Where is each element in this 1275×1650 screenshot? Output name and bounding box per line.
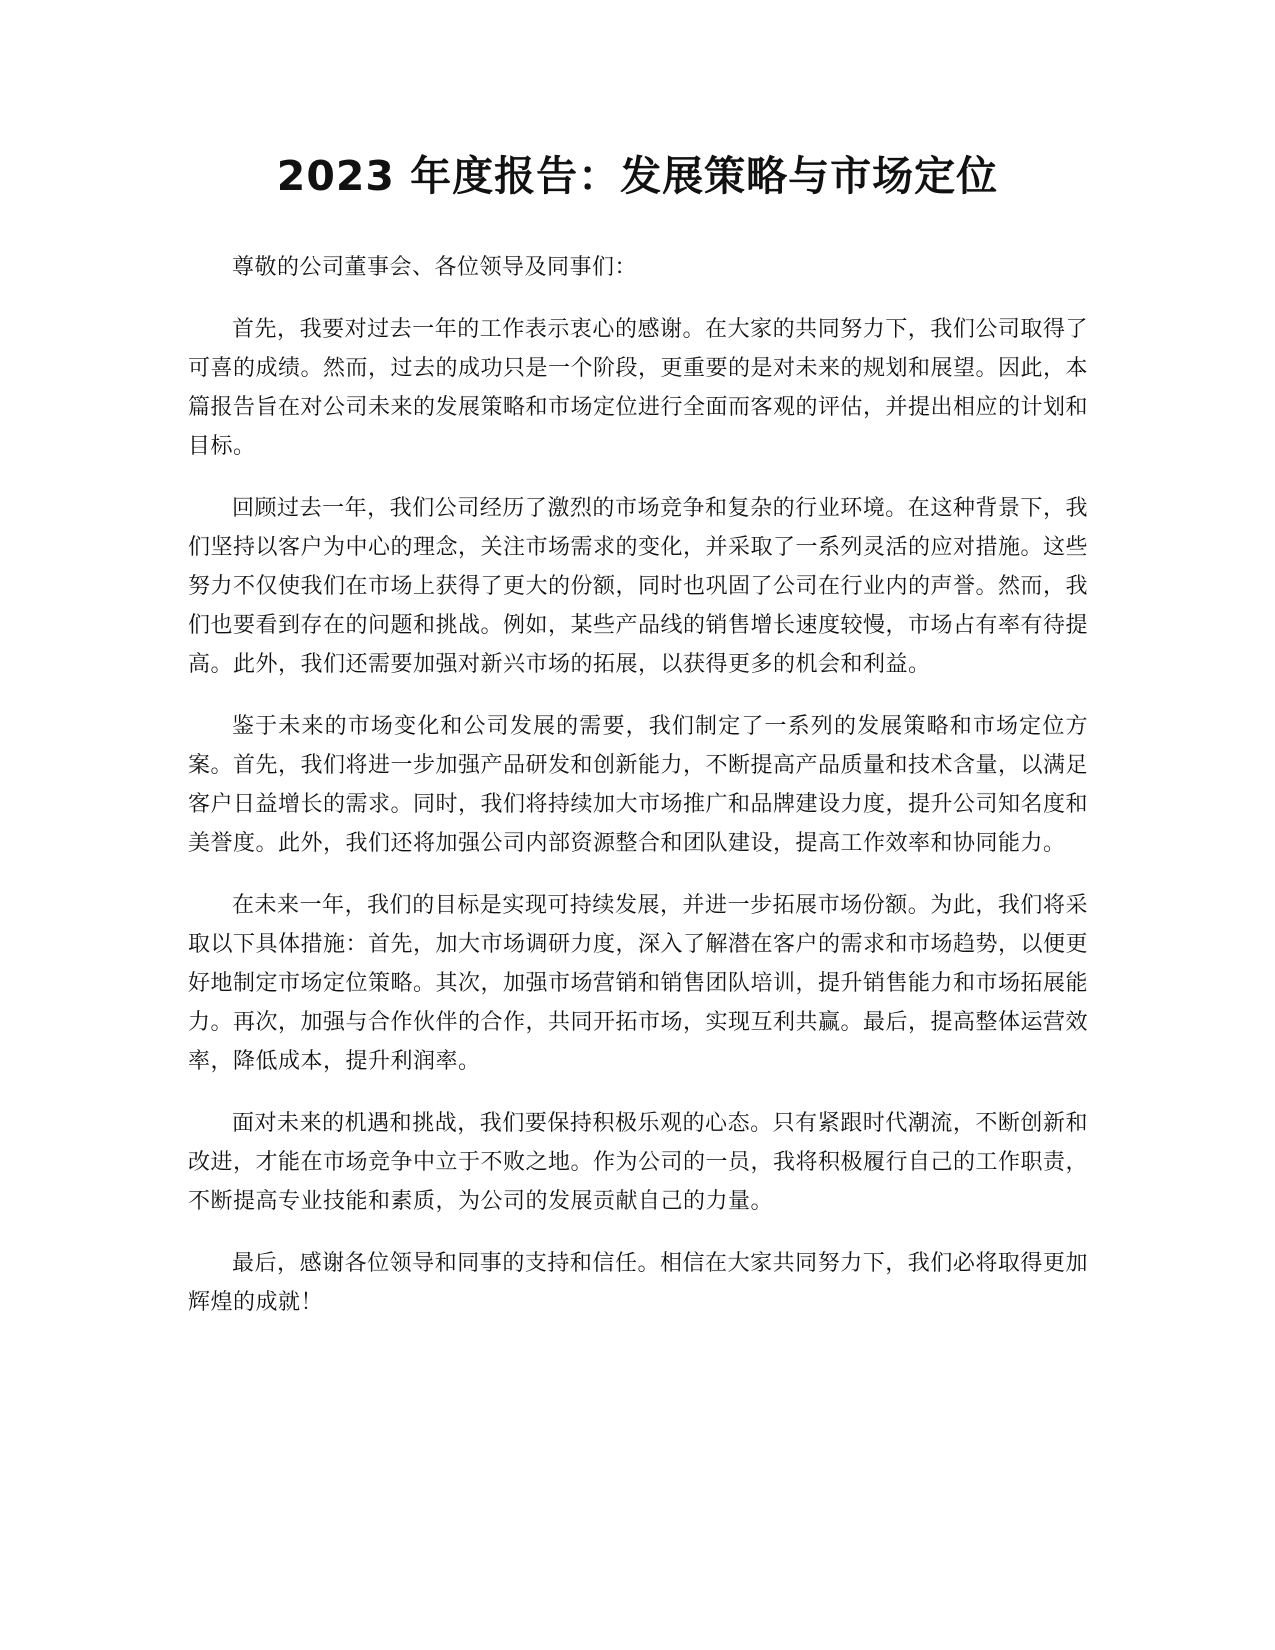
paragraph: 回顾过去一年，我们公司经历了激烈的市场竞争和复杂的行业环境。在这种背景下，我们坚持以客户为中心的理念，关注市场需求的变化，并采取了一系列灵活的应对措施。这些努力不仅使我们在市场上获得了更大的份额，同时也巩固了公司在行业内的声誉。然而，我们也要看到存在的问题和挑战。例如，某些产品线的销售增长速度较慢，市场占有率有待提高。此外，我们还需要加强对新兴市场的拓展，以获得更多的机会和利益。 xyxy=(188,496,1089,677)
page-title: 2023 年度报告：发展策略与市场定位 xyxy=(276,152,999,200)
paragraph: 面对未来的机遇和挑战，我们要保持积极乐观的心态。只有紧跟时代潮流，不断创新和改进，才能在市场竞争中立于不败之地。作为公司的一员，我将积极履行自己的工作职责，不断提高专业技能和素质，为公司的发展贡献自己的力量。 xyxy=(188,1111,1089,1214)
paragraph-salutation: 尊敬的公司董事会、各位领导及同事们： xyxy=(232,255,638,280)
document-body xyxy=(188,248,1088,1345)
paragraph: 在未来一年，我们的目标是实现可持续发展，并进一步拓展市场份额。为此，我们将采取以下具体措施：首先，加大市场调研力度，深入了解潜在客户的需求和市场趋势，以便更好地制定市场定位策略。其次，加强市场营销和销售团队培训，提升销售能力和市场拓展能力。再次，加强与合作伙伴的合作，共同开拓市场，实现互利共赢。最后，提高整体运营效率，降低成本，提升利润率。 xyxy=(188,893,1089,1074)
paragraph-closing: 最后，感谢各位领导和同事的支持和信任。相信在大家共同努力下，我们必将取得更加辉煌的成就！ xyxy=(188,1251,1088,1315)
paragraph: 首先，我要对过去一年的工作表示衷心的感谢。在大家的共同努力下，我们公司取得了可喜的成绩。然而，过去的成功只是一个阶段，更重要的是对未来的规划和展望。因此，本篇报告旨在对公司未来的发展策略和市场定位进行全面而客观的评估，并提出相应的计划和目标。 xyxy=(188,317,1089,459)
paragraph: 鉴于未来的市场变化和公司发展的需要，我们制定了一系列的发展策略和市场定位方案。首先，我们将进一步加强产品研发和创新能力，不断提高产品质量和技术含量，以满足客户日益增长的需求。同时，我们将持续加大市场推广和品牌建设力度，提升公司知名度和美誉度。此外，我们还将加强公司内部资源整合和团队建设，提高工作效率和协同能力。 xyxy=(188,714,1089,856)
